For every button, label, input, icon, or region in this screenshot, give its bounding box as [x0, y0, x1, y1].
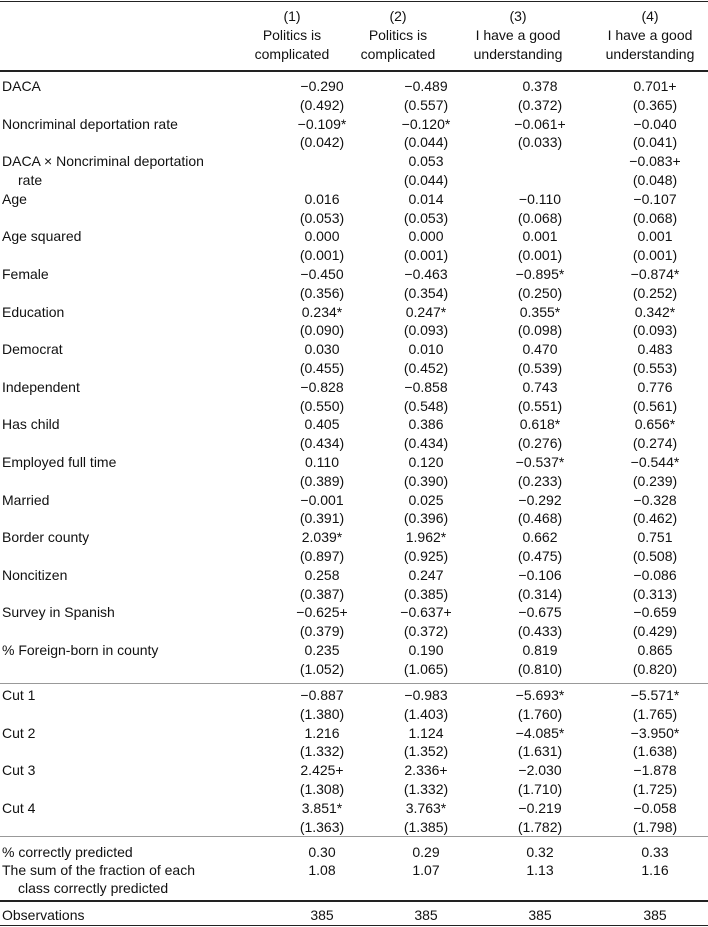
- table-row: [0, 818, 708, 837]
- column-title-line1: I have a good: [607, 27, 693, 43]
- cut-standard-error: (1.798): [632, 818, 678, 835]
- observations-value: 385: [310, 907, 334, 923]
- table-row: [0, 397, 708, 416]
- coefficient-value: −0.083+: [629, 153, 681, 170]
- column-header-3: [462, 7, 574, 64]
- standard-error-value: (0.354): [403, 284, 449, 301]
- standard-error-value: (0.044): [403, 134, 449, 151]
- row-label-continued: [0, 660, 270, 679]
- cut-label: Cut 2: [2, 724, 36, 741]
- standard-error-value: (0.539): [517, 359, 563, 376]
- fit-blank: [270, 879, 374, 897]
- standard-error-value: (0.068): [632, 209, 678, 226]
- cut-label: Cut 1: [2, 687, 36, 703]
- standard-error-value: (0.548): [403, 397, 449, 414]
- standard-error-value: (0.274): [632, 435, 678, 452]
- cut-value: −3.950*: [630, 724, 680, 741]
- standard-error-value: (0.452): [403, 359, 449, 376]
- standard-error-value: (0.433): [517, 623, 563, 640]
- coefficient-value: [478, 152, 602, 171]
- coefficient-value: 0.751: [637, 529, 673, 546]
- row-label: Has child: [2, 416, 60, 433]
- standard-error-value: (0.372): [403, 623, 449, 640]
- standard-error-value: (0.492): [299, 96, 345, 113]
- row-label: Independent: [2, 378, 80, 395]
- column-number: (2): [389, 8, 407, 24]
- cut-value: −0.219: [518, 799, 562, 816]
- standard-error-value: (0.098): [517, 322, 563, 339]
- cut-value: −0.058: [633, 799, 677, 816]
- table-row: [0, 77, 708, 96]
- row-label-continued: [0, 397, 270, 416]
- table-row: [0, 359, 708, 378]
- standard-error-value: (0.001): [299, 247, 345, 264]
- column-title-line2: complicated: [254, 46, 330, 62]
- table-row: [0, 227, 708, 246]
- row-label-continued: [0, 321, 270, 340]
- column-header-2: [352, 7, 444, 64]
- cut-value: 2.336+: [404, 762, 448, 779]
- table-row: [0, 686, 708, 705]
- table-row: [0, 585, 708, 604]
- row-label: Democrat: [2, 341, 63, 358]
- coefficient-value: −0.290: [300, 78, 344, 94]
- fit-value: 1.08: [308, 862, 336, 878]
- coefficient-value: −0.537*: [515, 453, 565, 470]
- coefficient-value: 0.386: [408, 416, 444, 433]
- standard-error-value: (0.390): [403, 472, 449, 489]
- row-label-blank: [0, 780, 270, 799]
- cut-standard-error: (1.782): [517, 818, 563, 835]
- column-title-line2: understanding: [605, 46, 695, 62]
- fit-label-continued: class correctly predicted: [18, 880, 169, 896]
- standard-error-value: (0.233): [517, 472, 563, 489]
- standard-error-value: (1.052): [299, 660, 345, 677]
- coefficient-value: 0.776: [637, 378, 673, 395]
- coefficient-value: 0.025: [408, 491, 444, 508]
- column-number: (1): [283, 8, 301, 24]
- row-label-continued: [0, 622, 270, 641]
- standard-error-value: (0.462): [632, 510, 678, 527]
- cut-value: −2.030: [518, 762, 562, 779]
- fit-value: 0.30: [308, 844, 336, 860]
- table-row: [0, 641, 708, 660]
- coefficient-value: 0.016: [304, 190, 340, 207]
- cuts-rule: [0, 683, 708, 684]
- row-label-continued: [0, 246, 270, 265]
- row-label-blank: [0, 818, 270, 837]
- coefficient-value: 0.618*: [519, 416, 561, 433]
- column-title-line1: Politics is: [368, 27, 428, 43]
- table-row: [0, 96, 708, 115]
- table-row: [0, 780, 708, 799]
- fit-label: The sum of the fraction of each: [2, 862, 195, 878]
- standard-error-value: (0.276): [517, 435, 563, 452]
- observations-rule: [0, 900, 708, 902]
- standard-error-value: (0.001): [517, 247, 563, 264]
- standard-error-value: (0.396): [403, 510, 449, 527]
- coefficient-value: 0.342*: [634, 303, 676, 320]
- coefficient-value: 0.662: [522, 529, 558, 546]
- standard-error-value: (0.250): [517, 284, 563, 301]
- standard-error-value: (0.048): [632, 171, 678, 188]
- coefficient-value: 0.865: [637, 641, 673, 658]
- fit-blank: [602, 879, 708, 897]
- coefficient-value: 0.656*: [634, 416, 676, 433]
- row-label: Age: [2, 190, 27, 207]
- standard-error-value: (0.557): [403, 96, 449, 113]
- standard-error-value: (0.053): [299, 209, 345, 226]
- coefficient-value: 0.001: [637, 228, 673, 245]
- coefficient-value: −0.544*: [630, 453, 680, 470]
- table-row: [0, 603, 708, 622]
- standard-error-value: (0.033): [517, 134, 563, 151]
- column-title-line2: understanding: [473, 46, 563, 62]
- coefficient-value: −0.292: [518, 491, 562, 508]
- coefficient-value: −0.120*: [401, 115, 451, 132]
- standard-error-value: (0.053): [403, 209, 449, 226]
- row-label-continued: [0, 547, 270, 566]
- coefficient-value: −0.659: [633, 604, 677, 621]
- standard-error-value: (0.090): [299, 322, 345, 339]
- standard-error-value: (0.001): [403, 247, 449, 264]
- coefficient-value: 0.701+: [633, 78, 677, 94]
- standard-error-value: (0.550): [299, 397, 345, 414]
- coefficient-value: 0.743: [522, 378, 558, 395]
- row-label-blank: [0, 705, 270, 724]
- coefficient-value: [270, 152, 374, 171]
- fit-value: 0.29: [412, 844, 440, 860]
- coefficient-value: −0.637+: [400, 604, 452, 621]
- coefficient-value: −0.110: [518, 190, 562, 207]
- cut-label: Cut 3: [2, 762, 36, 779]
- table-row: [0, 265, 708, 284]
- fit-statistics-table: [0, 843, 708, 897]
- row-label-continued: [0, 284, 270, 303]
- coefficient-value: 0.258: [304, 566, 340, 583]
- fit-value: 1.16: [641, 862, 669, 878]
- standard-error-value: [270, 171, 374, 190]
- table-row: [0, 303, 708, 322]
- table-row: [0, 472, 708, 491]
- cut-standard-error: (1.385): [403, 818, 449, 835]
- table-row: [0, 566, 708, 585]
- table-row: [0, 190, 708, 209]
- row-label: Age squared: [2, 228, 82, 245]
- coefficient-value: 0.378: [522, 78, 558, 94]
- table-row: [0, 453, 708, 472]
- standard-error-value: (0.551): [517, 397, 563, 414]
- standard-error-value: (0.475): [517, 547, 563, 564]
- row-label-continued: [0, 472, 270, 491]
- standard-error-value: (0.553): [632, 359, 678, 376]
- standard-error-value: (0.372): [517, 96, 563, 113]
- standard-error-value: (0.925): [403, 547, 449, 564]
- standard-error-value: (0.391): [299, 510, 345, 527]
- coefficient-value: 0.235: [304, 641, 340, 658]
- coefficient-value: 0.000: [408, 228, 444, 245]
- fit-blank: [374, 879, 478, 897]
- row-label-continued: [0, 509, 270, 528]
- table-row: [0, 861, 708, 879]
- standard-error-value: (0.379): [299, 623, 345, 640]
- table-row: [0, 547, 708, 566]
- coefficient-value: −0.858: [404, 378, 448, 395]
- fit-value: 1.13: [526, 862, 554, 878]
- table-row: [0, 761, 708, 780]
- standard-error-value: (0.001): [632, 247, 678, 264]
- table-row: [0, 171, 708, 190]
- row-label-continued: [0, 359, 270, 378]
- cut-value: −1.878: [633, 762, 677, 779]
- table-row: [0, 509, 708, 528]
- row-label: Female: [2, 265, 49, 282]
- coefficient-value: 0.405: [304, 416, 340, 433]
- standard-error-value: (0.897): [299, 547, 345, 564]
- top-rule: [0, 1, 708, 2]
- row-label: DACA: [2, 78, 41, 94]
- coefficient-value: −0.106: [518, 566, 562, 583]
- standard-error-value: (0.820): [632, 660, 678, 677]
- table-row: [0, 378, 708, 397]
- row-label: Survey in Spanish: [2, 604, 115, 621]
- coefficient-value: −0.489: [404, 78, 448, 94]
- fit-rule: [0, 836, 708, 837]
- coefficient-value: 0.247*: [405, 303, 447, 320]
- observations-table: [0, 905, 708, 925]
- table-row: [0, 491, 708, 510]
- row-label-continued: [0, 434, 270, 453]
- cut-value: 1.216: [304, 724, 340, 741]
- row-label: Border county: [2, 529, 90, 546]
- coefficient-value: 1.962*: [405, 529, 447, 546]
- standard-error-value: (0.041): [632, 134, 678, 151]
- row-label: Noncitizen: [2, 566, 68, 583]
- table-row: [0, 133, 708, 152]
- table-row: [0, 152, 708, 171]
- standard-error-value: (0.356): [299, 284, 345, 301]
- cut-standard-error: (1.380): [299, 705, 345, 722]
- standard-error-value: (0.252): [632, 284, 678, 301]
- table-row: [0, 799, 708, 818]
- coefficient-value: −0.675: [518, 604, 562, 621]
- table-row: [0, 415, 708, 434]
- coefficient-value: 0.120: [408, 453, 444, 470]
- coefficient-value: 0.355*: [519, 303, 561, 320]
- cut-value: −4.085*: [515, 724, 565, 741]
- coefficient-value: 0.001: [522, 228, 558, 245]
- coefficient-value: −0.625+: [296, 604, 348, 621]
- coefficient-value: −0.828: [300, 378, 344, 395]
- column-header-1: [246, 7, 338, 64]
- table-row: [0, 209, 708, 228]
- table-row: [0, 660, 708, 679]
- row-label: Education: [2, 303, 65, 320]
- table-row: [0, 321, 708, 340]
- standard-error-value: (0.389): [299, 472, 345, 489]
- standard-error-value: (0.434): [403, 435, 449, 452]
- coefficient-value: 0.247: [408, 566, 444, 583]
- standard-error-value: (0.429): [632, 623, 678, 640]
- observations-value: 385: [643, 907, 667, 923]
- cut-standard-error: (1.765): [632, 705, 678, 722]
- cut-value: 1.124: [408, 724, 444, 741]
- standard-error-value: (0.385): [403, 585, 449, 602]
- cut-value: −0.887: [300, 687, 344, 703]
- column-title-line2: complicated: [360, 46, 436, 62]
- coefficient-value: −0.001: [300, 491, 344, 508]
- row-label-blank: [0, 742, 270, 761]
- fit-blank: [478, 879, 602, 897]
- cut-standard-error: (1.403): [403, 705, 449, 722]
- standard-error-value: (0.365): [632, 96, 678, 113]
- column-header-4: [594, 7, 706, 64]
- row-label: Noncriminal deportation rate: [2, 115, 178, 132]
- table-row: [0, 905, 708, 925]
- coefficient-value: −0.086: [633, 566, 677, 583]
- coefficient-value: 0.483: [637, 341, 673, 358]
- cut-value: 2.425+: [300, 762, 344, 779]
- coefficient-value: −0.107: [633, 190, 677, 207]
- standard-error-value: (0.468): [517, 510, 563, 527]
- row-label-continued: [0, 585, 270, 604]
- row-label: DACA × Noncriminal deportation: [2, 153, 204, 170]
- coefficient-value: 0.470: [522, 341, 558, 358]
- observations-value: 385: [528, 907, 552, 923]
- table-row: [0, 340, 708, 359]
- coefficient-table: [0, 77, 708, 679]
- cut-value: −5.571*: [630, 687, 680, 703]
- cut-value: −0.983: [404, 687, 448, 703]
- fit-value: 1.07: [412, 862, 440, 878]
- coefficient-value: −0.895*: [515, 265, 565, 282]
- table-row: [0, 843, 708, 861]
- table-row: [0, 742, 708, 761]
- table-row: [0, 246, 708, 265]
- fit-label: % correctly predicted: [2, 844, 133, 860]
- coefficient-value: 0.000: [304, 228, 340, 245]
- standard-error-value: (0.313): [632, 585, 678, 602]
- fit-value: 0.32: [526, 844, 554, 860]
- standard-error-value: (1.065): [403, 660, 449, 677]
- standard-error-value: (0.561): [632, 397, 678, 414]
- standard-error-value: (0.042): [299, 134, 345, 151]
- coefficient-value: −0.450: [300, 265, 344, 282]
- cut-standard-error: (1.332): [299, 743, 345, 760]
- coefficient-value: 0.053: [408, 153, 444, 170]
- coefficient-value: −0.328: [633, 491, 677, 508]
- row-label-continued: [0, 209, 270, 228]
- cut-standard-error: (1.710): [517, 780, 563, 797]
- row-label: Employed full time: [2, 453, 117, 470]
- standard-error-value: (0.387): [299, 585, 345, 602]
- table-row: [0, 434, 708, 453]
- row-label-continued: [0, 96, 270, 115]
- cut-standard-error: (1.332): [403, 780, 449, 797]
- table-row: [0, 115, 708, 134]
- coefficient-value: −0.061+: [514, 115, 566, 132]
- coefficient-value: −0.463: [404, 265, 448, 282]
- observations-value: 385: [414, 907, 438, 923]
- column-title-line1: I have a good: [475, 27, 561, 43]
- cut-standard-error: (1.725): [632, 780, 678, 797]
- coefficient-value: 0.014: [408, 190, 444, 207]
- cut-label: Cut 4: [2, 799, 36, 816]
- row-label: % Foreign-born in county: [2, 641, 159, 658]
- observations-label: Observations: [2, 907, 85, 923]
- cut-value: 3.851*: [301, 799, 343, 816]
- coefficient-value: 0.030: [304, 341, 340, 358]
- cut-standard-error: (1.638): [632, 743, 678, 760]
- coefficient-value: 0.190: [408, 641, 444, 658]
- cut-standard-error: (1.631): [517, 743, 563, 760]
- table-row: [0, 705, 708, 724]
- row-label-continued: [0, 133, 270, 152]
- standard-error-value: (0.508): [632, 547, 678, 564]
- row-label-continued: rate: [18, 171, 43, 188]
- cut-standard-error: (1.363): [299, 818, 345, 835]
- coefficient-value: 2.039*: [301, 529, 343, 546]
- coefficient-value: 0.110: [305, 453, 339, 470]
- table-row: [0, 284, 708, 303]
- coefficient-value: −0.109*: [297, 115, 347, 132]
- standard-error-value: [478, 171, 602, 190]
- coefficient-value: 0.819: [522, 641, 558, 658]
- column-number: (4): [641, 8, 659, 24]
- row-label: Married: [2, 491, 50, 508]
- standard-error-value: (0.810): [517, 660, 563, 677]
- table-row: [0, 622, 708, 641]
- standard-error-value: (0.434): [299, 435, 345, 452]
- cut-standard-error: (1.308): [299, 780, 345, 797]
- standard-error-value: (0.455): [299, 359, 345, 376]
- coefficient-value: 0.234*: [301, 303, 343, 320]
- cut-value: 3.763*: [405, 799, 447, 816]
- cutpoint-table: [0, 686, 708, 836]
- column-number: (3): [509, 8, 527, 24]
- table-row: [0, 528, 708, 547]
- standard-error-value: (0.044): [403, 171, 449, 188]
- coefficient-value: −0.040: [633, 115, 677, 132]
- standard-error-value: (0.314): [517, 585, 563, 602]
- cut-value: −5.693*: [515, 687, 565, 703]
- coefficient-value: −0.874*: [630, 265, 680, 282]
- standard-error-value: (0.239): [632, 472, 678, 489]
- fit-value: 0.33: [641, 844, 669, 860]
- cut-standard-error: (1.352): [403, 743, 449, 760]
- table-row: [0, 879, 708, 897]
- table-row: [0, 724, 708, 743]
- column-title-line1: Politics is: [262, 27, 322, 43]
- cut-standard-error: (1.760): [517, 705, 563, 722]
- coefficient-value: 0.010: [408, 341, 444, 358]
- standard-error-value: (0.068): [517, 209, 563, 226]
- bottom-rule: [0, 925, 708, 926]
- standard-error-value: (0.093): [632, 322, 678, 339]
- standard-error-value: (0.093): [403, 322, 449, 339]
- header-rule: [0, 70, 708, 72]
